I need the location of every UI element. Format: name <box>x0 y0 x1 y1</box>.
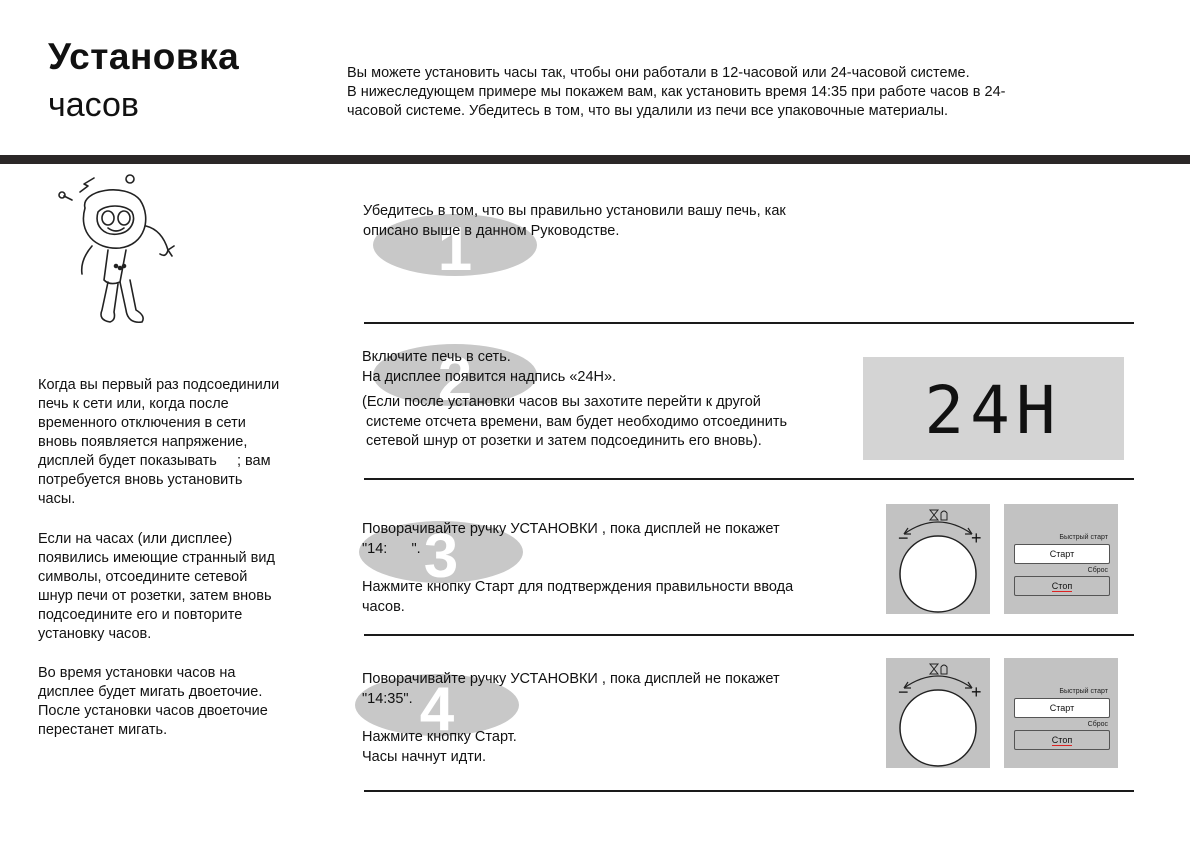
display-readout: 24H <box>924 372 1062 449</box>
minus-label: − <box>898 682 909 702</box>
step-line: часов. <box>362 598 405 615</box>
sidebar-paragraph-1 <box>38 376 318 509</box>
display-panel <box>863 357 1124 460</box>
sidebar-line: Когда вы первый раз подсоединили <box>38 377 280 393</box>
step-line: Часы начнут идти. <box>362 748 486 765</box>
step-line: Нажмите кнопку Старт. <box>362 729 517 745</box>
step-line: "14:35". <box>362 690 413 707</box>
step-line: "14: ". <box>362 540 421 557</box>
step-divider <box>364 634 1134 636</box>
intro-line: В нижеследующем примере мы покажем вам, как установить время 14:35 при работе часов в 24- <box>347 84 1006 100</box>
intro-text <box>347 64 1107 121</box>
sidebar-paragraph-3 <box>38 664 318 740</box>
plus-label: + <box>971 528 982 548</box>
minus-label: − <box>898 528 909 548</box>
sidebar-line: символы, отсоедините сетевой <box>38 569 248 585</box>
step-divider <box>364 790 1134 792</box>
start-button[interactable]: Старт <box>1014 544 1110 564</box>
weight-icon <box>941 665 947 674</box>
step-line: системе отсчета времени, вам будет необходимо отсоединить <box>362 413 788 430</box>
buttons-panel <box>1004 658 1118 768</box>
lcd-display <box>863 357 1124 460</box>
stop-button[interactable] <box>1014 730 1110 750</box>
reset-label: Сброс <box>1087 721 1108 728</box>
intro-line: часовой системе. Убедитесь в том, что вы удалили из печи все упаковочные материалы. <box>347 103 949 119</box>
step-number: 4 <box>419 675 455 740</box>
hourglass-icon <box>930 510 938 520</box>
quick-start-label: Быстрый старт <box>1059 688 1108 695</box>
setting-knob-panel <box>886 658 990 768</box>
step-line: Поворачивайте ручку УСТАНОВКИ , пока дисплей не покажет <box>362 671 780 687</box>
step-2-text <box>362 348 862 452</box>
stop-button[interactable] <box>1014 576 1110 596</box>
start-button[interactable]: Старт <box>1014 698 1110 718</box>
step-3-text <box>362 520 862 617</box>
setting-knob[interactable] <box>886 504 990 614</box>
step-number: 3 <box>423 522 459 587</box>
stop-label: Стоп <box>1051 581 1073 591</box>
sidebar-line: дисплей будет показывать ; вам <box>38 453 271 469</box>
step-line: Включите печь в сеть. <box>362 349 511 365</box>
sidebar-line: потребуется вновь установить <box>38 472 243 488</box>
reset-label: Сброс <box>1087 567 1108 574</box>
sidebar-line: Если на часах (или дисплее) <box>38 531 233 547</box>
sidebar-line: перестанет мигать. <box>38 722 168 738</box>
page-subtitle: часов <box>48 86 139 124</box>
knob-dial[interactable] <box>900 536 976 612</box>
stop-label: Стоп <box>1051 735 1073 745</box>
step-number: 2 <box>437 345 473 410</box>
sidebar-line: часы. <box>38 491 76 507</box>
step-line: Поворачивайте ручку УСТАНОВКИ , пока дисплей не покажет <box>362 521 780 537</box>
page-title: Установка <box>48 36 240 77</box>
hourglass-icon <box>930 664 938 674</box>
step-1-text <box>363 202 863 241</box>
sidebar-line: установку часов. <box>38 626 152 642</box>
sidebar-line: После установки часов двоеточие <box>38 703 268 719</box>
mascot-illustration <box>50 170 190 330</box>
step-line: На дисплее появится надпись «24H». <box>362 368 617 385</box>
step-line: (Если после установки часов вы захотите перейти к другой <box>362 394 761 410</box>
intro-line: Вы можете установить часы так, чтобы они работали в 12-часовой или 24-часовой системе. <box>347 65 970 81</box>
step-divider <box>364 322 1134 324</box>
weight-icon <box>941 511 947 520</box>
step-line: описано выше в данном Руководстве. <box>363 222 620 239</box>
setting-knob-panel <box>886 504 990 614</box>
sidebar-line: Во время установки часов на <box>38 665 236 681</box>
sidebar-line: дисплее будет мигать двоеточие. <box>38 684 263 700</box>
sidebar-line: появились имеющие странный вид <box>38 550 275 566</box>
setting-knob[interactable] <box>886 658 990 768</box>
sidebar-paragraph-2 <box>38 530 318 644</box>
step-4-text <box>362 670 862 767</box>
knob-dial[interactable] <box>900 690 976 766</box>
header-divider <box>0 155 1190 164</box>
sidebar-line: печь к сети или, когда после <box>38 396 229 412</box>
step-number: 1 <box>437 215 473 280</box>
sidebar-line: вновь появляется напряжение, <box>38 434 248 450</box>
quick-start-label: Быстрый старт <box>1059 534 1108 541</box>
buttons-panel <box>1004 504 1118 614</box>
step-line: Нажмите кнопку Старт для подтверждения правильности ввода <box>362 579 794 595</box>
sidebar-line: шнур печи от розетки, затем вновь <box>38 588 272 604</box>
sidebar-line: подсоедините его и повторите <box>38 607 243 623</box>
step-line: сетевой шнур от розетки и затем подсоединить его вновь). <box>362 433 762 449</box>
plus-label: + <box>971 682 982 702</box>
step-line: Убедитесь в том, что вы правильно установили вашу печь, как <box>363 203 786 219</box>
sidebar-line: временного отключения в сети <box>38 415 246 431</box>
step-divider <box>364 478 1134 480</box>
